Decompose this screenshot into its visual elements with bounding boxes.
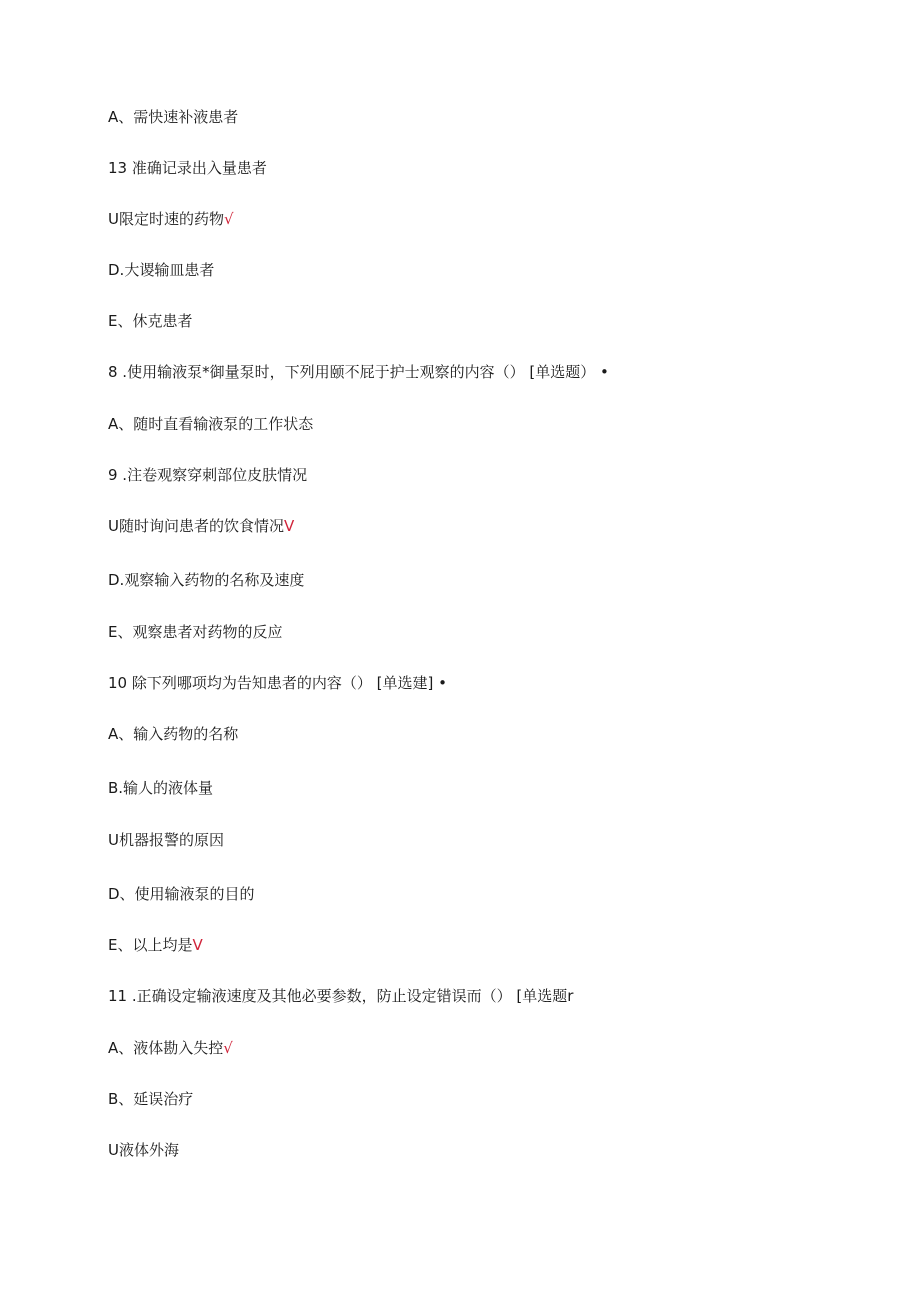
line-text: A、输入药物的名称	[108, 725, 239, 743]
check-mark: √	[223, 210, 234, 228]
line-text: A、液体勘入失控	[108, 1039, 224, 1057]
line-text: D.大谡输皿患者	[108, 261, 215, 279]
answer-option-e	[108, 935, 203, 955]
answer-option-a	[108, 724, 238, 744]
line-text: A、随时直看输液泵的工作状态	[108, 415, 314, 433]
check-mark: V	[283, 517, 295, 535]
answer-option-a	[108, 414, 313, 434]
line-text: A、需快速补液患者	[108, 108, 239, 126]
question-11	[108, 986, 573, 1006]
line-text: E、观察患者对药物的反应	[108, 623, 283, 641]
bullet-icon: •	[599, 363, 609, 381]
question-text: 10 除下列哪项均为告知患者的内容（） [单选建]	[108, 674, 434, 692]
line-text: U机器报警的原因	[108, 831, 224, 849]
answer-option-b	[108, 778, 213, 798]
question-item	[108, 158, 267, 178]
answer-option-c	[108, 209, 234, 229]
line-text: U液体外海	[108, 1141, 179, 1159]
answer-option-a	[108, 107, 238, 127]
bullet-icon: •	[438, 674, 447, 692]
question-10	[108, 673, 447, 693]
line-text: E、以上均是	[108, 936, 193, 954]
line-text: E、休克患者	[108, 312, 193, 330]
line-text: 9 .注卷观察穿刺部位皮肤情况	[108, 466, 308, 484]
line-text: D、使用输液泵的目的	[108, 885, 255, 903]
answer-option-d	[108, 260, 214, 280]
answer-option-a	[108, 1038, 233, 1058]
answer-option-d	[108, 570, 304, 590]
line-text: 13 准确记录出入量患者	[108, 159, 267, 177]
line-text: D.观察输入药物的名称及速度	[108, 571, 305, 589]
answer-option-e	[108, 311, 192, 331]
question-8	[108, 362, 609, 382]
answer-option-c	[108, 516, 294, 536]
answer-option-d	[108, 884, 255, 904]
line-text: U限定时速的药物	[108, 210, 224, 228]
check-mark: V	[192, 936, 203, 954]
question-text: 11 .正确设定输液速度及其他必要参数，防止设定错误而（） [单选题r	[108, 987, 574, 1005]
check-mark: √	[223, 1039, 233, 1057]
line-text: U随时询问患者的饮食情况	[108, 517, 284, 535]
question-text: 8 .使用输液泵*御量泵时，下列用颐不屁于护士观察的内容（） [单选题）	[108, 363, 596, 381]
answer-option-c	[108, 830, 224, 850]
line-text: B.输人的液体量	[108, 779, 214, 797]
answer-option-e	[108, 622, 282, 642]
answer-option-b	[108, 1089, 193, 1109]
question-item	[108, 465, 307, 485]
answer-option-c	[108, 1140, 179, 1160]
line-text: B、延误治疗	[108, 1090, 194, 1108]
